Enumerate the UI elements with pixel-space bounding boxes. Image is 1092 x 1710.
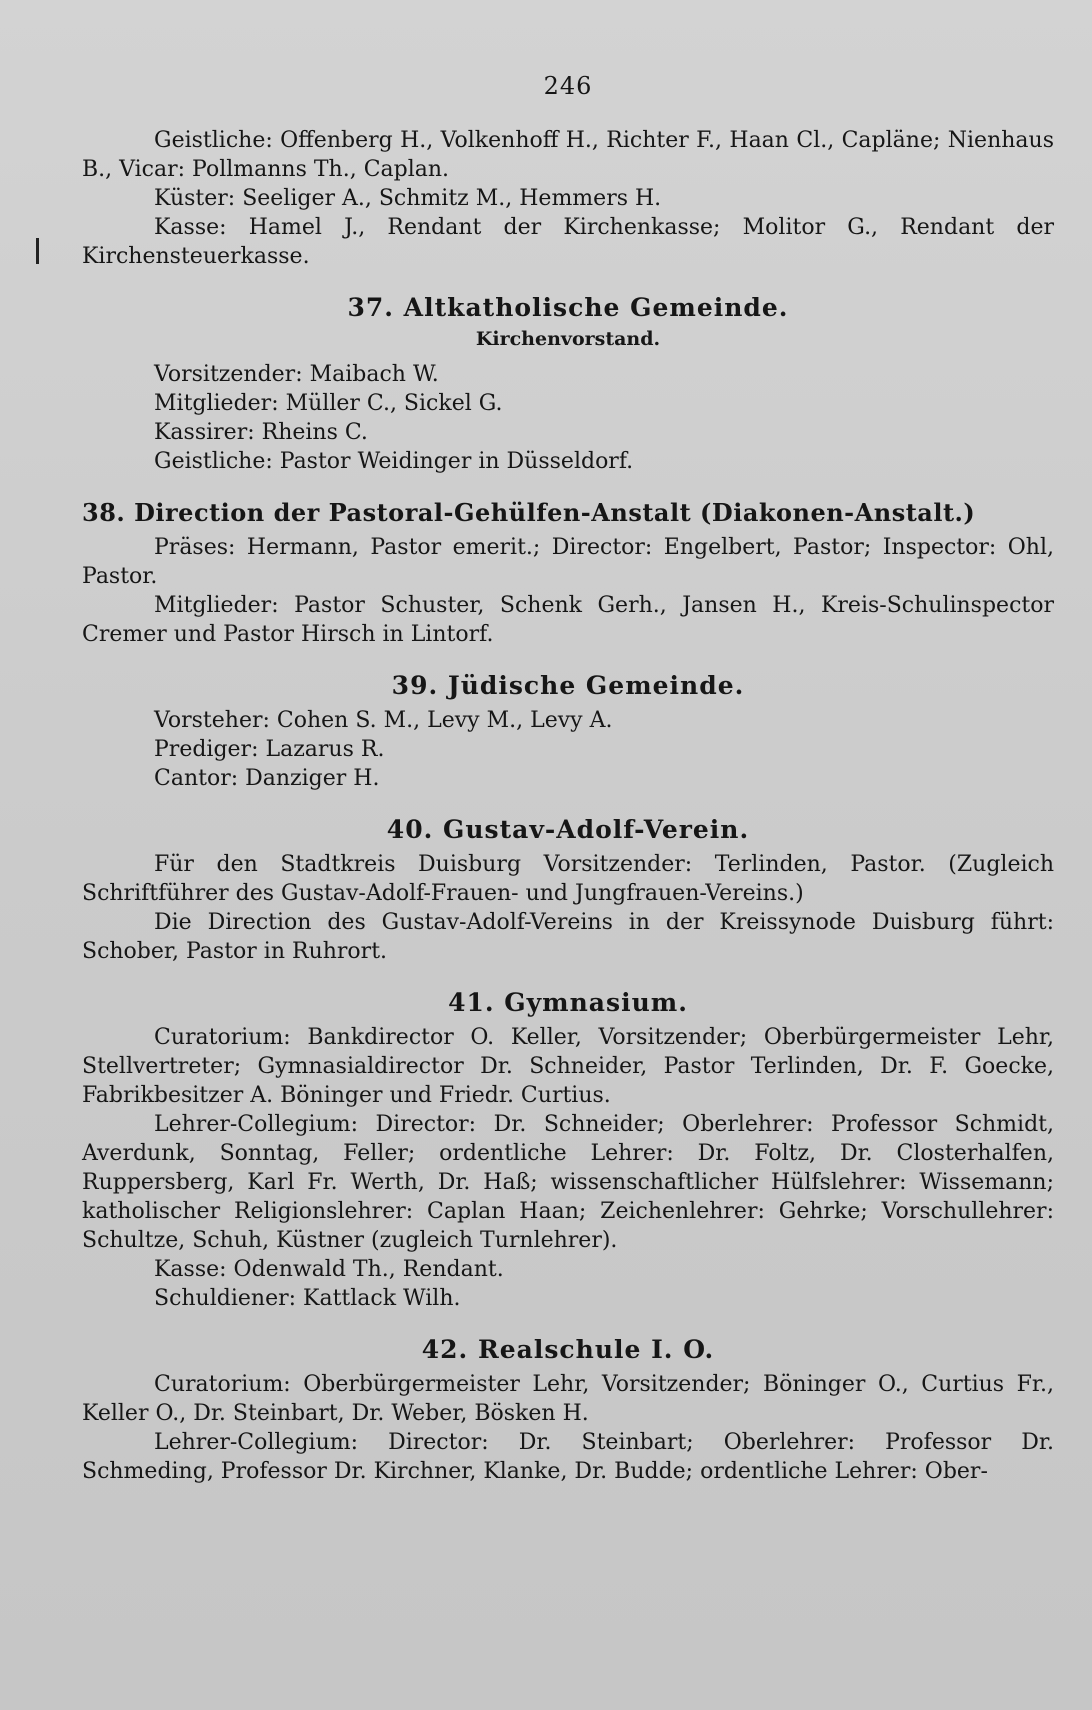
section-42-heading: 42. Realschule I. O. <box>421 1335 715 1364</box>
section-39-line: Cantor: Danziger H. <box>154 766 380 791</box>
section-37-line: Mitglieder: Müller C., Sickel G. <box>154 391 503 416</box>
section-42-paragraph: Lehrer-Collegium: Director: Dr. Steinbart; Oberlehrer: Professor Dr. Schmeding, Professor Dr. Kirchner, Klanke, Dr. Budde; ordentliche Lehrer: Ober- <box>82 1430 1054 1484</box>
section-37-subheading: Kirchenvorstand. <box>475 328 661 350</box>
text-kasse: Kasse: Hamel J., Rendant der Kirchenkasse; Molitor G., Rendant der Kirchensteuerkasse. <box>82 215 1054 269</box>
section-38-paragraph: Präses: Hermann, Pastor emerit.; Director: Engelbert, Pastor; Inspector: Ohl, Pastor. <box>82 535 1054 589</box>
section-41-heading: 41. Gymnasium. <box>448 988 688 1017</box>
section-38-heading: 38. Direction der Pastoral-Gehülfen-Anstalt (Diakonen-Anstalt.) <box>82 498 976 527</box>
section-39-line: Vorsteher: Cohen S. M., Levy M., Levy A. <box>154 708 613 733</box>
section-37-line: Geistliche: Pastor Weidinger in Düsseldorf. <box>154 449 634 474</box>
section-39-heading: 39. Jüdische Gemeinde. <box>391 671 745 700</box>
section-38-paragraph: Mitglieder: Pastor Schuster, Schenk Gerh., Jansen H., Kreis-Schulinspector Cremer und Pastor Hirsch in Lintorf. <box>82 593 1054 647</box>
section-41-paragraph: Kasse: Odenwald Th., Rendant. <box>154 1257 504 1282</box>
section-40-heading: 40. Gustav-Adolf-Verein. <box>386 815 750 844</box>
section-37-line: Kassirer: Rheins C. <box>154 420 368 445</box>
section-41-paragraph: Lehrer-Collegium: Director: Dr. Schneider; Oberlehrer: Professor Schmidt, Averdunk, Sonntag, Feller; ordentliche Lehrer: Dr. Foltz, Dr. Closterhalfen, Ruppersberg, Karl Fr. Werth, Dr. Haß; wissenschaftlicher Hülfslehrer: Wissemann; katholischer Religionslehrer: Caplan Haan; Zeichenlehrer: Gehrke; Vorschullehrer: Schultze, Schuh, Küstner (zugleich Turnlehrer). <box>82 1112 1054 1253</box>
section-41-paragraph: Schuldiener: Kattlack Wilh. <box>154 1286 461 1311</box>
text-kuester: Küster: Seeliger A., Schmitz M., Hemmers H. <box>154 186 662 211</box>
section-40-paragraph: Für den Stadtkreis Duisburg Vorsitzender: Terlinden, Pastor. (Zugleich Schriftführer des Gustav-Adolf-Frauen- und Jungfrauen-Vereins.) <box>82 852 1054 906</box>
section-37-heading: 37. Altkatholische Gemeinde. <box>347 293 789 322</box>
section-37-line: Vorsitzender: Maibach W. <box>154 362 439 387</box>
section-41-paragraph: Curatorium: Bankdirector O. Keller, Vorsitzender; Oberbürgermeister Lehr, Stellvertreter; Gymnasialdirector Dr. Schneider, Pastor Terlinden, Dr. F. Goecke, Fabrikbesitzer A. Böninger und Friedr. Curtius. <box>82 1025 1054 1108</box>
text-geistliche: Geistliche: Offenberg H., Volkenhoff H., Richter F., Haan Cl., Capläne; Nienhaus B., Vicar: Pollmanns Th., Caplan. <box>82 128 1054 182</box>
section-40-paragraph: Die Direction des Gustav-Adolf-Vereins in der Kreissynode Duisburg führt: Schober, Pastor in Ruhrort. <box>82 910 1054 964</box>
section-39-line: Prediger: Lazarus R. <box>154 737 385 762</box>
section-42-paragraph: Curatorium: Oberbürgermeister Lehr, Vorsitzender; Böninger O., Curtius Fr., Keller O., Dr. Steinbart, Dr. Weber, Bösken H. <box>82 1372 1054 1426</box>
page-number: 246 <box>543 72 593 100</box>
margin-mark <box>36 238 39 264</box>
